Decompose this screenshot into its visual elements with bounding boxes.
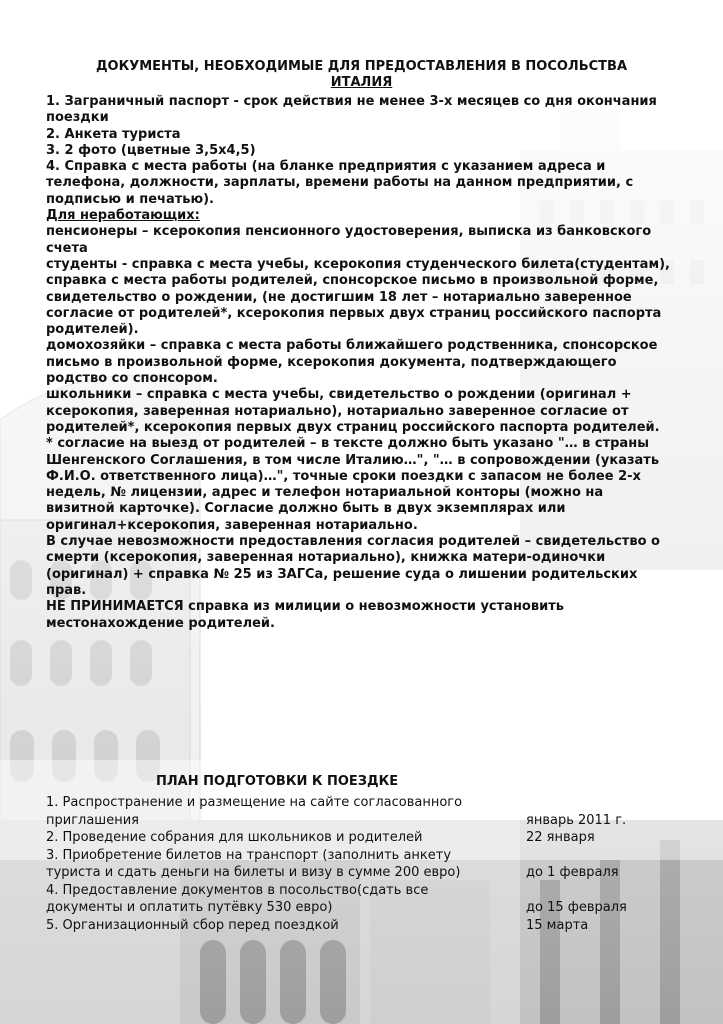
plan-item-text: 3. Приобретение билетов на транспорт (заполнить анкету (46, 847, 452, 863)
plan-item-date: до 15 февраля (526, 900, 627, 915)
document-title: ДОКУМЕНТЫ, НЕОБХОДИМЫЕ ДЛЯ ПРЕДОСТАВЛЕНИЯ В ПОСОЛЬСТВА (95, 59, 628, 74)
text-line: школьники – справка с места учебы, свидетельство о рождении (оригинал + (46, 387, 632, 403)
document-country: ИТАЛИЯ (330, 75, 393, 90)
text-line: родителей). (46, 322, 139, 338)
text-line: подписью и печатью). (46, 191, 214, 207)
text-line: Ф.И.О. ответственного лица)…", точные сроки поездки с запасом не более 2-х (46, 468, 641, 484)
plan-item (46, 829, 706, 847)
plan-item-text: 1. Распространение и размещение на сайте согласованного (46, 795, 463, 810)
text-line: студенты - справка с места учебы, ксерокопия студенческого билета(студентам), (46, 256, 670, 272)
requirements-text (46, 94, 716, 632)
text-line: визитной карточке). Согласие должно быть в двух экземплярах или (46, 501, 566, 517)
text-line: 4. Справка с места работы (на бланке предприятия с указанием адреса и (46, 159, 606, 175)
text-line: (оригинал) + справка № 25 из ЗАГСа, решение суда о лишении родительских (46, 566, 638, 582)
plan-title: ПЛАН ПОДГОТОВКИ К ПОЕЗДКЕ (156, 774, 399, 789)
text-line: 3. 2 фото (цветные 3,5х4,5) (46, 142, 256, 158)
text-line: свидетельство о рождении, (не достигшим 18 лет – нотариально заверенное (46, 289, 632, 305)
text-line: 1. Заграничный паспорт - срок действия не менее 3-х месяцев со дня окончания (46, 94, 657, 109)
plan-item-date: январь 2011 г. (526, 812, 627, 828)
text-line: ксерокопия, заверенная нотариально), нотариально заверенное согласие от (46, 403, 629, 419)
text-line: пенсионеры – ксерокопия пенсионного удостоверения, выписка из банковского (46, 224, 652, 240)
text-line: родство со спонсором. (46, 371, 218, 387)
text-line: недель, № лицензии, адрес и телефон нотариальной конторы (можно на (46, 485, 604, 501)
text-line: 2. Анкета туриста (46, 126, 181, 142)
plan-item-text: документы и оплатить путёвку 530 евро) (46, 900, 333, 915)
text-line: Шенгенского Соглашения, в том числе Италию…", "… в сопровождении (указать (46, 452, 660, 468)
text-line: справка с места работы родителей, спонсорское письмо в произвольной форме, (46, 273, 659, 289)
text-line: местонахождение родителей. (46, 615, 275, 631)
text-line: поездки (46, 110, 109, 126)
text-line: родителей*, ксерокопия первых двух страниц российского паспорта родителей. (46, 419, 660, 435)
plan-item-date: 15 марта (526, 917, 589, 933)
text-line: счета (46, 240, 88, 256)
text-line: В случае невозможности предоставления согласия родителей – свидетельство о (46, 534, 660, 550)
plan-item-date: 22 января (526, 830, 595, 845)
plan-item (46, 847, 706, 882)
plan-item-text: приглашения (46, 812, 139, 828)
plan-item-text: 5. Организационный сбор перед поездкой (46, 917, 339, 933)
plan-item-text: туриста и сдать деньги на билеты и визу в сумме 200 евро) (46, 865, 461, 880)
plan-item-date: до 1 февраля (526, 865, 619, 880)
plan-item (46, 794, 706, 829)
text-line: телефона, должности, зарплаты, времени работы на данном предприятии, с (46, 175, 634, 191)
plan-item-text: 4. Предоставление документов в посольство(сдать все (46, 882, 429, 898)
text-line: НЕ ПРИНИМАЕТСЯ справка из милиции о невозможности установить (46, 599, 564, 615)
plan-item (46, 917, 706, 935)
text-line: * согласие на выезд от родителей – в тексте должно быть указано "… в страны (46, 436, 649, 452)
text-line: письмо в произвольной форме, ксерокопия документа, подтверждающего (46, 354, 617, 370)
text-line: оригинал+ксерокопия, заверенная нотариально. (46, 517, 418, 533)
plan-item (46, 882, 706, 917)
text-line: смерти (ксерокопия, заверенная нотариально), книжка матери-одиночки (46, 550, 606, 566)
text-line: домохозяйки – справка с места работы ближайшего родственника, спонсорское (46, 338, 658, 354)
text-line: прав. (46, 582, 87, 598)
plan-item-text: 2. Проведение собрания для школьников и родителей (46, 830, 423, 845)
section-heading-unemployed: Для неработающих: (46, 208, 200, 224)
plan-list (46, 794, 706, 934)
text-line: согласие от родителей*, ксерокопия первых двух страниц российского паспорта (46, 305, 662, 321)
